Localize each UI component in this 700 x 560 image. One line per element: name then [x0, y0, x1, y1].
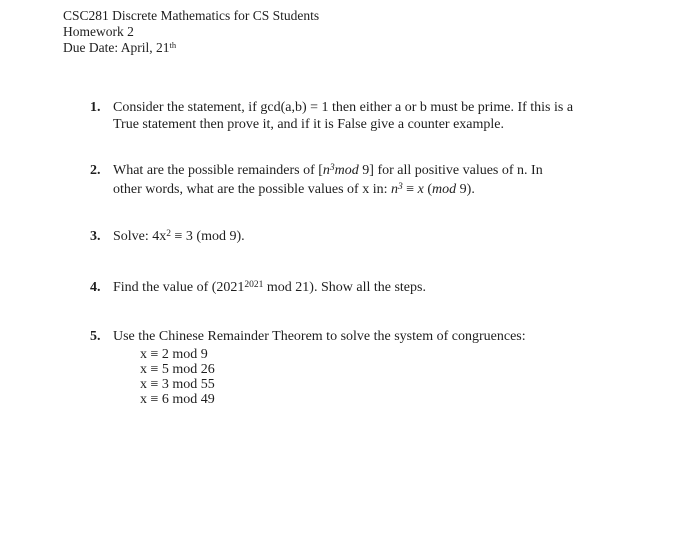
problem-2-text-run: 9). — [456, 182, 475, 197]
due-date-text: Due Date: April, 21 — [63, 40, 170, 55]
math-exponent-3: 3 — [329, 163, 335, 173]
problem-2-text-run: ( — [423, 182, 433, 197]
due-date — [63, 40, 319, 57]
problem-list — [90, 99, 635, 407]
math-mod-keyword: mod — [334, 163, 359, 178]
homework-title: Homework 2 — [63, 24, 134, 39]
problem-5 — [90, 328, 635, 407]
problem-3-text-run: ≡ 3 (mod 9). — [171, 229, 245, 244]
math-var-x: x — [417, 182, 424, 197]
congruence-line-1: x ≡ 2 mod 9 — [140, 347, 208, 362]
problem-4-text — [113, 279, 633, 298]
problem-2-text-run: other words, what are the possible values of x in: — [113, 182, 391, 197]
math-var-n: n — [322, 163, 330, 178]
problem-2-text-run: What are the possible remainders of [ — [113, 163, 323, 178]
problem-3-text-run: Solve: 4x — [113, 229, 167, 244]
problem-1-line-2: True statement then prove it, and if it is False give a counter example. — [113, 117, 504, 132]
problem-1-number: 1. — [90, 100, 101, 115]
math-exponent-2: 2 — [166, 229, 172, 239]
problem-4 — [90, 279, 635, 298]
problem-3-text — [113, 228, 633, 247]
congruence-line-3: x ≡ 3 mod 55 — [140, 377, 215, 392]
congruence-system — [140, 347, 633, 407]
math-exponent-2021: 2021 — [244, 280, 264, 290]
math-var-n: n — [391, 182, 398, 197]
problem-2-text — [113, 162, 633, 200]
problem-3 — [90, 228, 635, 247]
due-date-superscript: th — [169, 40, 177, 50]
problem-1 — [90, 99, 635, 133]
problem-1-text — [113, 99, 633, 133]
course-title: CSC281 Discrete Mathematics for CS Students — [63, 8, 320, 23]
problem-3-number: 3. — [90, 229, 101, 244]
document-header — [63, 8, 319, 57]
problem-2-text-run: 9] for all positive values of n. In — [358, 163, 543, 178]
congruence-line-4: x ≡ 6 mod 49 — [140, 392, 215, 407]
problem-4-text-run: Find the value of (2021 — [113, 280, 245, 295]
problem-4-number: 4. — [90, 280, 101, 295]
congruence-line-2: x ≡ 5 mod 26 — [140, 362, 215, 377]
math-exponent-3: 3 — [398, 182, 403, 192]
problem-5-text — [113, 328, 633, 407]
problem-5-number: 5. — [90, 329, 101, 344]
problem-5-intro: Use the Chinese Remainder Theorem to solve the system of congruences: — [113, 329, 526, 344]
problem-2-number: 2. — [90, 163, 101, 178]
problem-4-text-run: mod 21). Show all the steps. — [263, 280, 426, 295]
math-mod-keyword: mod — [432, 182, 457, 197]
congruent-symbol: ≡ — [402, 182, 418, 197]
problem-2 — [90, 162, 635, 200]
problem-1-line-1: Consider the statement, if gcd(a,b) = 1 then either a or b must be prime. If this is a — [113, 100, 574, 115]
